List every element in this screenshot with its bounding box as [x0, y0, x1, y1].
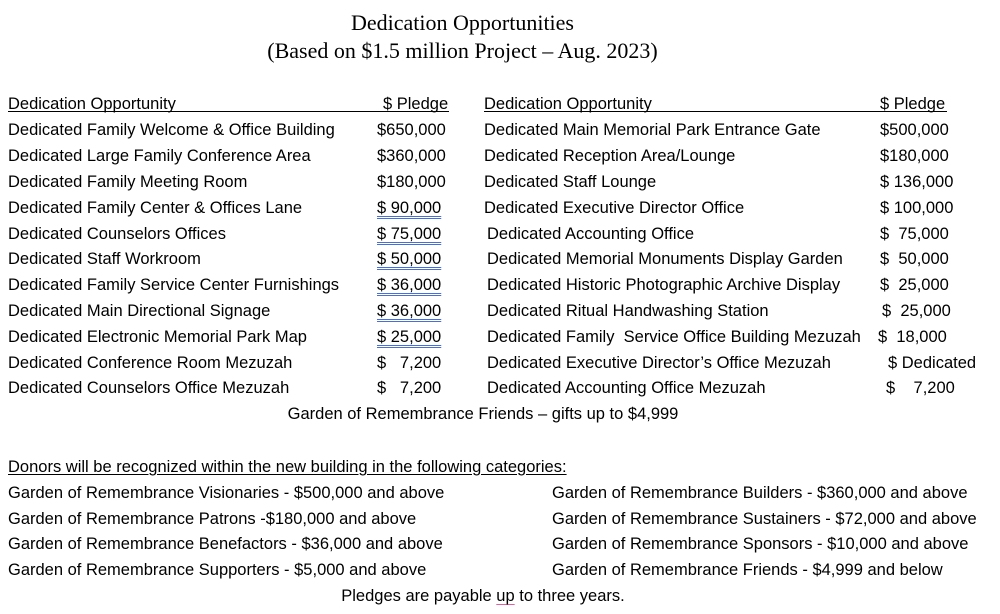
right-row-amount: $ 7,200	[886, 379, 955, 397]
right-row-amount: $ 25,000	[882, 302, 951, 320]
left-row-amount: $ 36,000	[377, 276, 442, 294]
left-header-opportunity: Dedication Opportunity	[8, 95, 176, 113]
left-row-name: Dedicated Staff Workroom	[8, 250, 201, 268]
donor-category: Garden of Remembrance Benefactors - $36,000 and above	[8, 535, 443, 553]
pledge-terms-flagged-word: up	[496, 587, 515, 605]
right-header-rule	[484, 111, 947, 112]
left-row-amount: $ 7,200	[377, 379, 442, 397]
left-row-amount: $ 90,000	[377, 199, 442, 217]
right-row-amount: $180,000	[880, 147, 949, 165]
right-header-opportunity: Dedication Opportunity	[484, 95, 652, 113]
left-row-amount: $360,000	[377, 147, 446, 165]
left-header-rule	[8, 111, 449, 112]
left-row-name: Dedicated Large Family Conference Area	[8, 147, 311, 165]
right-row-amount: $ 50,000	[880, 250, 949, 268]
document-title: Dedication Opportunities	[350, 10, 574, 35]
right-row-name: Dedicated Main Memorial Park Entrance Gate	[484, 121, 821, 139]
donor-category: Garden of Remembrance Supporters - $5,000 and above	[8, 561, 427, 579]
left-row-name: Dedicated Conference Room Mezuzah	[8, 354, 293, 372]
right-row-amount: $ 136,000	[880, 173, 954, 191]
right-row-amount: $ Dedicated	[888, 354, 977, 372]
right-row-name: Dedicated Accounting Office Mezuzah	[487, 379, 766, 397]
right-row-name: Dedicated Executive Director Office	[484, 199, 745, 217]
right-row-amount: $ 75,000	[880, 225, 949, 243]
right-row-name: Dedicated Reception Area/Lounge	[484, 147, 736, 165]
donor-category: Garden of Remembrance Sponsors - $10,000 and above	[552, 535, 969, 553]
left-row-amount: $ 50,000	[377, 250, 442, 268]
friends-gift-note: Garden of Remembrance Friends – gifts up to $4,999	[287, 405, 679, 423]
left-row-name: Dedicated Family Service Center Furnishings	[8, 276, 340, 294]
right-row-name: Dedicated Historic Photographic Archive Display	[487, 276, 841, 294]
left-row-name: Dedicated Family Welcome & Office Building	[8, 121, 335, 139]
pledge-terms-text: to three years.	[514, 587, 625, 605]
right-row-name: Dedicated Staff Lounge	[484, 173, 657, 191]
right-row-name: Dedicated Ritual Handwashing Station	[487, 302, 769, 320]
right-header-pledge: $ Pledge	[880, 95, 946, 113]
left-header-pledge: $ Pledge	[383, 95, 449, 113]
right-row-name: Dedicated Memorial Monuments Display Garden	[487, 250, 843, 268]
document-subtitle: (Based on $1.5 million Project – Aug. 2023)	[267, 38, 658, 63]
left-row-name: Dedicated Main Directional Signage	[8, 302, 271, 320]
donor-category: Garden of Remembrance Visionaries - $500,000 and above	[8, 484, 445, 502]
donor-category: Garden of Remembrance Builders - $360,000 and above	[552, 484, 968, 502]
pledge-terms-note	[0, 586, 966, 606]
donor-category: Garden of Remembrance Friends - $4,999 and below	[552, 561, 943, 579]
right-row-amount: $500,000	[880, 121, 949, 139]
donor-category: Garden of Remembrance Patrons -$180,000 and above	[8, 510, 417, 528]
left-row-name: Dedicated Family Meeting Room	[8, 173, 248, 191]
right-row-amount: $ 25,000	[880, 276, 949, 294]
left-row-amount: $ 25,000	[377, 328, 442, 346]
left-row-amount: $180,000	[377, 173, 446, 191]
left-row-amount: $650,000	[377, 121, 446, 139]
left-row-name: Dedicated Electronic Memorial Park Map	[8, 328, 307, 346]
donor-categories-heading: Donors will be recognized within the new building in the following categories:	[8, 458, 567, 476]
right-row-amount: $ 100,000	[880, 199, 954, 217]
right-row-name: Dedicated Executive Director’s Office Mezuzah	[487, 354, 831, 372]
donor-category: Garden of Remembrance Sustainers - $72,000 and above	[552, 510, 977, 528]
left-row-name: Dedicated Family Center & Offices Lane	[8, 199, 303, 217]
left-row-amount: $ 75,000	[377, 225, 442, 243]
left-row-name: Dedicated Counselors Offices	[8, 225, 226, 243]
right-row-amount: $ 18,000	[878, 328, 947, 346]
left-row-amount: $ 7,200	[377, 354, 442, 372]
left-row-amount: $ 36,000	[377, 302, 442, 320]
pledge-terms-text: Pledges are payable	[341, 587, 497, 605]
right-row-name: Dedicated Accounting Office	[487, 225, 694, 243]
left-row-name: Dedicated Counselors Office Mezuzah	[8, 379, 290, 397]
right-row-name: Dedicated Family Service Office Building Mezuzah	[487, 328, 861, 346]
